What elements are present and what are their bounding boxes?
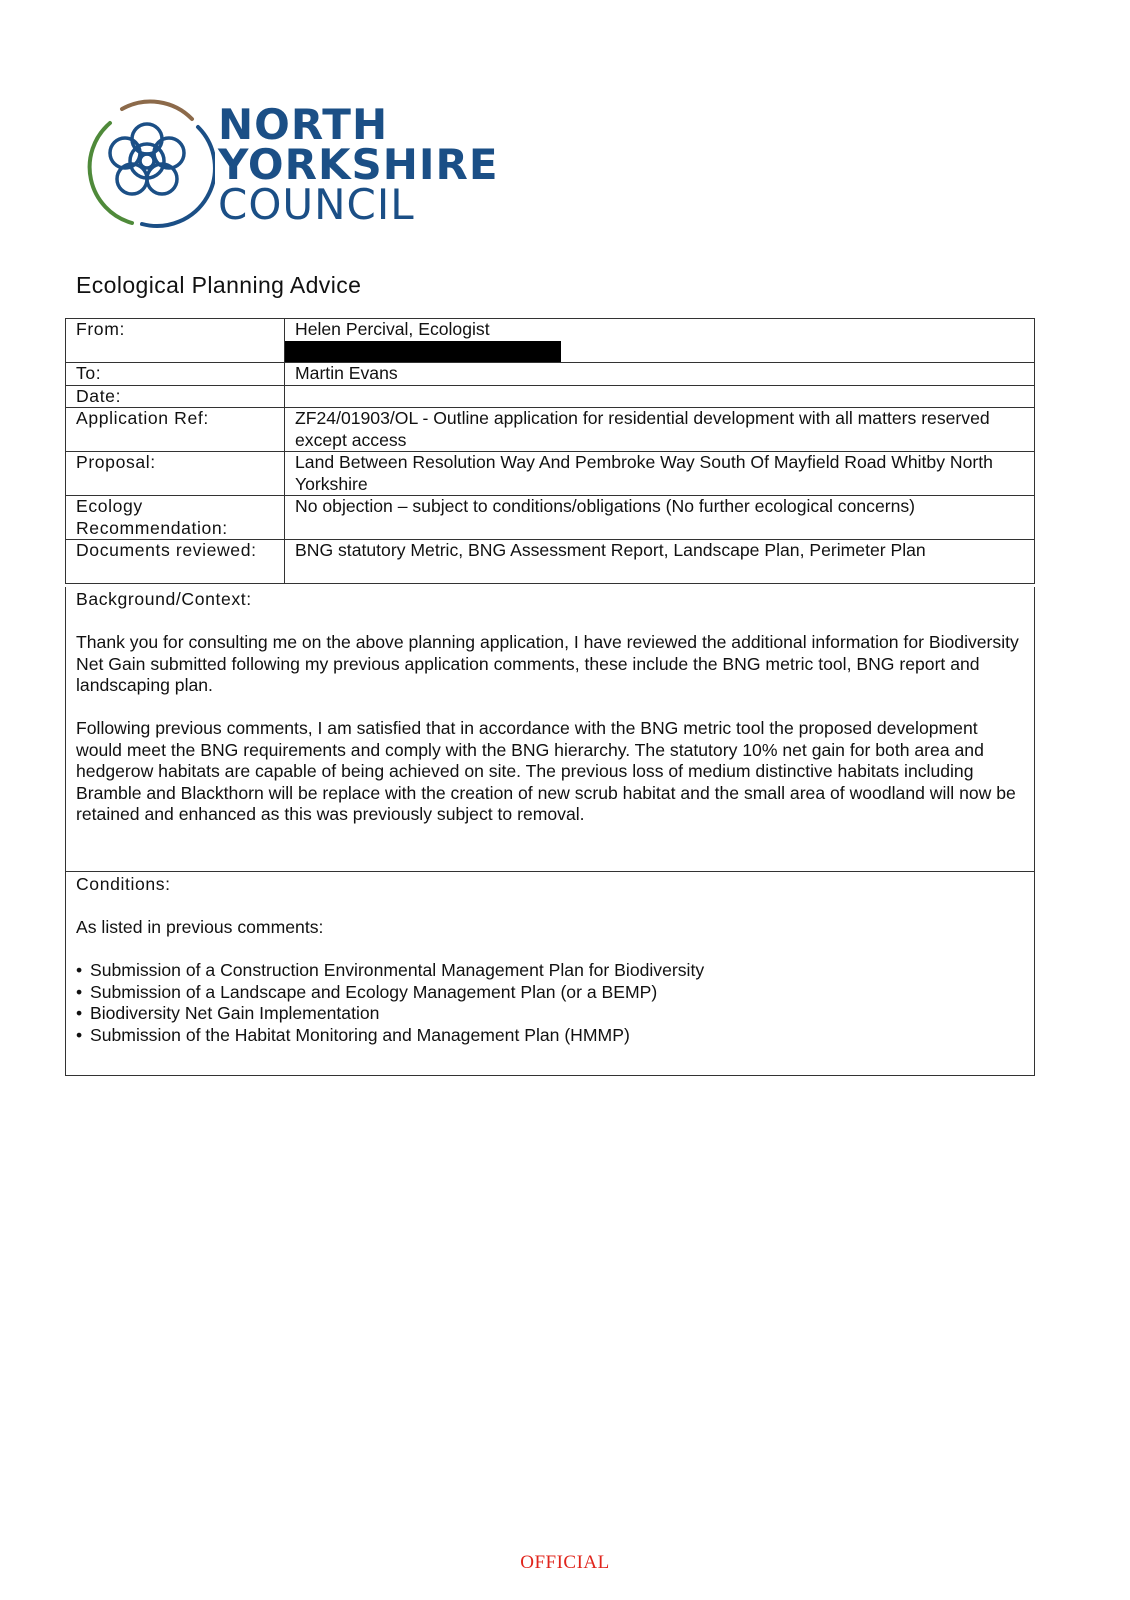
application-ref-row <box>66 408 1035 452</box>
to-value: Martin Evans <box>285 363 1035 386</box>
from-row <box>66 319 1035 363</box>
list-item: • Submission of a Landscape and Ecology Management Plan (or a BEMP) <box>76 982 1024 1004</box>
application-ref-value: ZF24/01903/OL - Outline application for residential development with all matters reserved except access <box>285 408 1035 452</box>
background-paragraph-1: Thank you for consulting me on the above planning application, I have reviewed the additional information for Biodiversity Net Gain submitted following my previous application comments, these include the BNG metric tool, BNG report and landscaping plan. <box>76 632 1019 695</box>
list-item: • Biodiversity Net Gain Implementation <box>76 1003 1024 1025</box>
background-paragraph-2: Following previous comments, I am satisfied that in accordance with the BNG metric tool the proposed development would meet the BNG requirements and comply with the BNG hierarchy. The statutory 10% net gain for both area and hedgerow habitats are capable of being achieved on site. The previous loss of medium distinctive habitats including Bramble and Blackthorn will be replace with the creation of new scrub habitat and the small area of woodland will now be retained and enhanced as this was previously subject to removal. <box>76 718 1016 824</box>
list-item: • Submission of the Habitat Monitoring and Management Plan (HMMP) <box>76 1025 1024 1047</box>
logo-text-yorkshire: YORKSHIRE <box>218 140 499 189</box>
conditions-list <box>76 960 1024 1046</box>
ecology-recommendation-row <box>66 496 1035 540</box>
application-ref-label: Application Ref: <box>66 408 285 452</box>
date-row <box>66 385 1035 408</box>
from-label: From: <box>66 319 285 363</box>
documents-reviewed-value: BNG statutory Metric, BNG Assessment Report, Landscape Plan, Perimeter Plan <box>285 540 1035 584</box>
to-label: To: <box>66 363 285 386</box>
ecology-label-line2: Recommendation: <box>76 517 228 538</box>
background-section <box>65 587 1035 872</box>
list-item: • Submission of a Construction Environmental Management Plan for Biodiversity <box>76 960 1024 982</box>
council-logo <box>80 95 499 230</box>
proposal-value: Land Between Resolution Way And Pembroke Way South Of Mayfield Road Whitby North Yorkshire <box>285 452 1035 496</box>
logo-text-north: NORTH <box>218 100 389 149</box>
date-label: Date: <box>66 385 285 408</box>
proposal-row <box>66 452 1035 496</box>
ecology-recommendation-label <box>66 496 285 540</box>
document-title: Ecological Planning Advice <box>76 272 362 298</box>
to-row <box>66 363 1035 386</box>
ecology-recommendation-value: No objection – subject to conditions/obligations (No further ecological concerns) <box>285 496 1035 540</box>
documents-reviewed-label: Documents reviewed: <box>66 540 285 584</box>
from-cell <box>285 319 1035 363</box>
proposal-label: Proposal: <box>66 452 285 496</box>
conditions-intro: As listed in previous comments: <box>76 917 324 937</box>
documents-reviewed-row <box>66 540 1035 584</box>
ecology-label-line1: Ecology <box>76 496 143 516</box>
conditions-heading: Conditions: <box>76 874 171 894</box>
conditions-section <box>65 871 1035 1076</box>
from-value: Helen Percival, Ecologist <box>295 319 490 339</box>
classification-marking: OFFICIAL <box>520 1552 610 1573</box>
background-heading: Background/Context: <box>76 589 252 609</box>
redaction-bar <box>285 341 561 362</box>
date-value <box>285 385 1035 408</box>
yorkshire-rose-icon <box>80 95 215 230</box>
details-table <box>65 318 1035 584</box>
logo-text-council: COUNCIL <box>218 180 415 229</box>
